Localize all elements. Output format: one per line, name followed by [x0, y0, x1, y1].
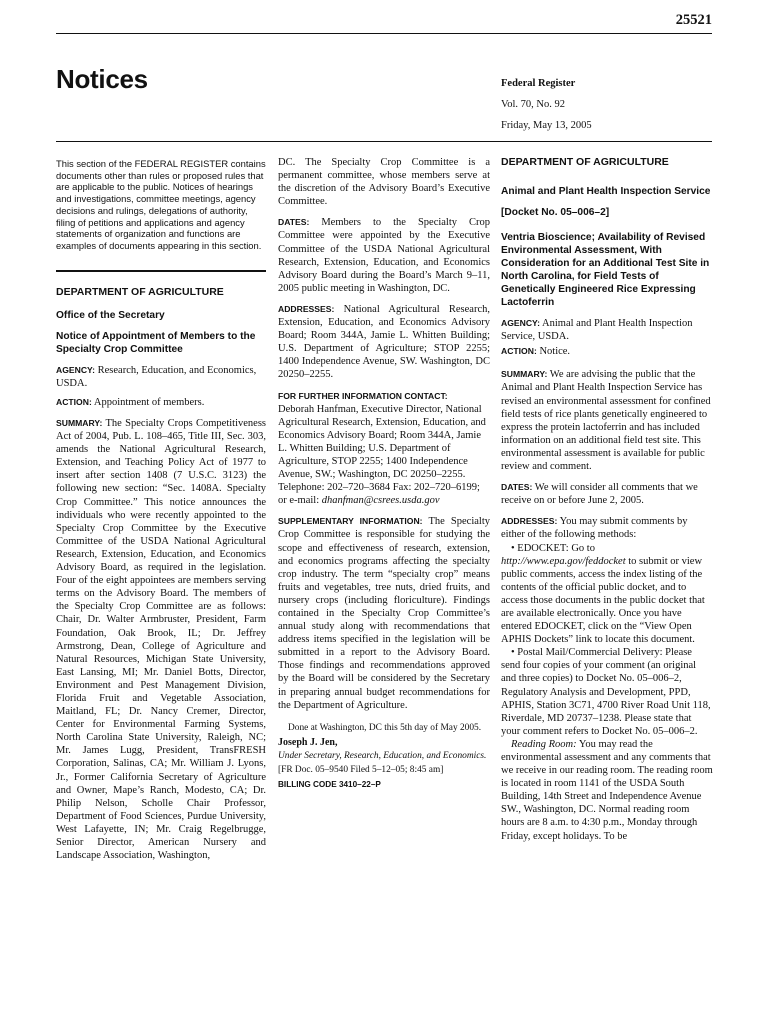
- summary-paragraph-2: [501, 368, 713, 473]
- signer-name: Joseph J. Jen,: [278, 736, 338, 748]
- agency-paragraph: [56, 364, 266, 390]
- issue-date: Friday, May 13, 2005: [501, 120, 592, 131]
- summary-paragraph: [56, 417, 266, 862]
- dates-paragraph: [278, 216, 490, 295]
- signer-title: Under Secretary, Research, Education, and Economics.: [278, 750, 487, 761]
- header-rule: [56, 141, 712, 142]
- column-2: [278, 156, 490, 791]
- summary-label-2: SUMMARY:: [501, 369, 548, 380]
- edocket-text: to submit or view public comments, access the index listing of the contents of the official public docket, and to access those documents in the public docket that are available electronically. Once you have entered EDOCKET, click on the “View Open APHIS Dockets” link to locate this document.: [501, 555, 705, 646]
- supplementary-text: The Specialty Crop Committee is responsible for studying the scope and effectiveness of research, extension, and economics programs affecting the specialty crop industry. The term “specialty crop” means fruits and vegetables, tree nuts, dried fruits, and nursery crops (including floriculture). Findings contained in the Specialty Crop Committee’s annual study along with recommendations that address items specified in the legislation will be submitted in a report to the Advisory Board. Those findings and recommendations approved by the Board will be considered by the Secretary in preparing annual budget recommendations for the Department of Agriculture.: [278, 516, 491, 711]
- notice-title: Notice of Appointment of Members to the Specialty Crop Committee: [56, 330, 256, 355]
- notice-title-2: Ventria Bioscience; Availability of Revised Environmental Assessment, With Consideration for an Additional Test Site in North Carolina, for Field Tests of Genetically Engineered Rice Expressing Lactoferrin: [501, 232, 710, 309]
- dates-label-2: DATES:: [501, 482, 533, 493]
- dates-text-2: We will consider all comments that we receive on or before June 2, 2005.: [501, 482, 698, 507]
- addresses-text-2: You may submit comments by either of the following methods:: [501, 516, 688, 541]
- agency-paragraph-2: [501, 317, 713, 343]
- agency-label: AGENCY:: [56, 364, 95, 375]
- reading-room-paragraph: [501, 738, 713, 843]
- column-3: [501, 156, 713, 849]
- supplementary-paragraph: [278, 515, 490, 711]
- office-heading: Office of the Secretary: [56, 309, 165, 321]
- summary-text: The Specialty Crops Competitiveness Act of 2004, Pub. L. 108–465, Title III, Sec. 303, amends the National Agricultural Research, Extension, and Teaching Policy Act of 1977 to insert after section 1408 (7 U.S.C. 3123) the following new section: “Sec. 1408A. Specialty Crop Committee.” This notice announces the individuals who were recently appointed to the Specialty Crop Committee by the Executive Committee of the USDA National Agricultural Research, Extension, Education, and Economics Advisory Board, as required in the legislation. Four of the eight appointees are members serving terms on the Advisory Board. The members of the Specialty Crop Committee are as follows: Chair, Dr. Walter Armbruster, President, Farm Foundation, Oak Brook, IL; Dr. Jeffrey Armstrong, Dean, College of Agriculture and Natural Resources, Michigan State University, East Lansing, MI; Mr. Daniel Botts, Director, Environment and Pest Management Division, Florida Fruit and Vegetable Association, Maitland, FL; Dr. Nancy Cremer, Director, Center for Environmental Farming Systems, North Carolina State University, Raleigh, NC; Mr. James Lugg, President, TransFRESH Corporation, Salinas, CA; Mr. William J. Lyons, Jr., Former California Secretary of Agriculture and Owner, Mape’s Ranch, Modesto, CA; Dr. Philip Nelson, Scholle Chair Professor, Department of Food Sciences, Purdue University, West Lafayette, IN; Mr. Craig Regelbrugge, Senior Director, American Nursery and Landscape Association, Washington,: [56, 418, 267, 862]
- service-heading: Animal and Plant Health Inspection Service: [501, 186, 711, 198]
- postal-paragraph: • Postal Mail/Commercial Delivery: Please send four copies of your comment (an original and three copies) to Docket No. 05–006–2, Regulatory Analysis and Development, PPD, APHIS, Station 3C71, 4700 River Road Unit 118, Riverdale, MD 20737–1238. Please state that your comment refers to Docket No. 05–006–2.: [501, 647, 711, 737]
- edocket-paragraph: [501, 542, 713, 647]
- edocket-link[interactable]: http://www.epa.gov/feddocket: [501, 555, 626, 567]
- action-text: Appointment of members.: [93, 396, 205, 408]
- agency-text-2: Animal and Plant Health Inspection Service, USDA.: [501, 318, 693, 343]
- section-intro: This section of the FEDERAL REGISTER contains documents other than rules or proposed rules that are applicable to the public. Notices of hearings and investigations, committee meetings, agency decisions and rulings, delegations of authority, filing of petitions and applications and agency statements of organization and functions are examples of documents appearing in this section.: [56, 158, 266, 251]
- done-line: Done at Washington, DC this 5th day of May 2005.: [288, 722, 482, 733]
- action-label-2: ACTION:: [501, 346, 537, 357]
- contact-paragraph: [278, 390, 490, 508]
- dates-text: Members to the Specialty Crop Committee were appointed by the Executive Committee of the USDA National Agricultural Research, Extension, Education, and Economics Advisory Board during the Board’s March 9–11, 2005 public meeting in Washington, DC.: [278, 217, 490, 294]
- action-text-2: Notice.: [539, 346, 571, 358]
- column-1: [56, 156, 266, 868]
- publication-name: Federal Register: [501, 78, 576, 89]
- contact-text: Deborah Hanfman, Executive Director, National Agricultural Research, Extension, Education, and Economics Advisory Board; Room 344A, Jamie L. Whitten Building; U.S. Department of Agriculture, STOP 2255; 1400 Independence Avenue, SW.; Washington, DC 20250–2255. Telephone: 202–720–3684 Fax: 202–720–6199; or e-mail:: [278, 403, 486, 507]
- reading-room-text: You may read the environmental assessment and any comments that we receive in our reading room. The reading room is located in room 1141 of the USDA South Building, 14th Street and Independence Avenue SW., Washington, DC. Normal reading room hours are 8 a.m. to 4:30 p.m., Monday through Friday, except holidays. To be: [501, 738, 713, 842]
- supplementary-label: SUPPLEMENTARY INFORMATION:: [278, 516, 423, 527]
- fr-doc-line: [FR Doc. 05–9540 Filed 5–12–05; 8:45 am]: [278, 764, 444, 775]
- billing-code: BILLING CODE 3410–22–P: [278, 779, 381, 789]
- agency-label-2: AGENCY:: [501, 318, 540, 329]
- contact-email[interactable]: dhanfman@csrees.usda.gov: [321, 495, 440, 507]
- top-rule: [56, 33, 712, 34]
- addresses-text: National Agricultural Research, Extension, Education, and Economics Advisory Board; Room 344A, Jamie L. Whitten Building; U.S. Department of Agriculture; STOP 2255; 1400 Independence Avenue, SW. Washington, DC 20250–2255.: [278, 303, 490, 381]
- summary-continued: DC. The Specialty Crop Committee is a permanent committee, whose members serve at the discretion of the Advisory Board’s Executive Committee.: [278, 157, 490, 208]
- volume-number: Vol. 70, No. 92: [501, 99, 565, 110]
- reading-room-label: Reading Room:: [511, 738, 577, 750]
- dates-label: DATES:: [278, 217, 310, 228]
- contact-label: FOR FURTHER INFORMATION CONTACT:: [278, 390, 448, 401]
- section-title: Notices: [56, 64, 148, 94]
- addresses-label: ADDRESSES:: [278, 303, 335, 314]
- addresses-paragraph-2: [501, 515, 713, 541]
- edocket-intro: • EDOCKET: Go to: [511, 542, 595, 554]
- intro-rule: [56, 270, 266, 272]
- docket-number: [Docket No. 05–006–2]: [501, 207, 610, 219]
- summary-text-2: We are advising the public that the Animal and Plant Health Inspection Service has revised an environmental assessment for confined field tests of rice plants genetically engineered to express the protein lactoferrin and has included information on an additional field test site. This environmental assessment is available for public review and comment.: [501, 369, 711, 473]
- page-number: 25521: [675, 12, 712, 28]
- department-heading-2: DEPARTMENT OF AGRICULTURE: [501, 156, 669, 168]
- dates-paragraph-2: [501, 481, 713, 507]
- action-paragraph: [56, 396, 266, 409]
- agency-text: Research, Education, and Economics, USDA.: [56, 364, 257, 389]
- publication-info: [501, 73, 592, 136]
- addresses-paragraph: [278, 303, 490, 382]
- action-label: ACTION:: [56, 396, 92, 407]
- addresses-label-2: ADDRESSES:: [501, 516, 558, 527]
- department-heading: DEPARTMENT OF AGRICULTURE: [56, 285, 224, 298]
- action-paragraph-2: [501, 345, 713, 358]
- summary-label: SUMMARY:: [56, 418, 103, 428]
